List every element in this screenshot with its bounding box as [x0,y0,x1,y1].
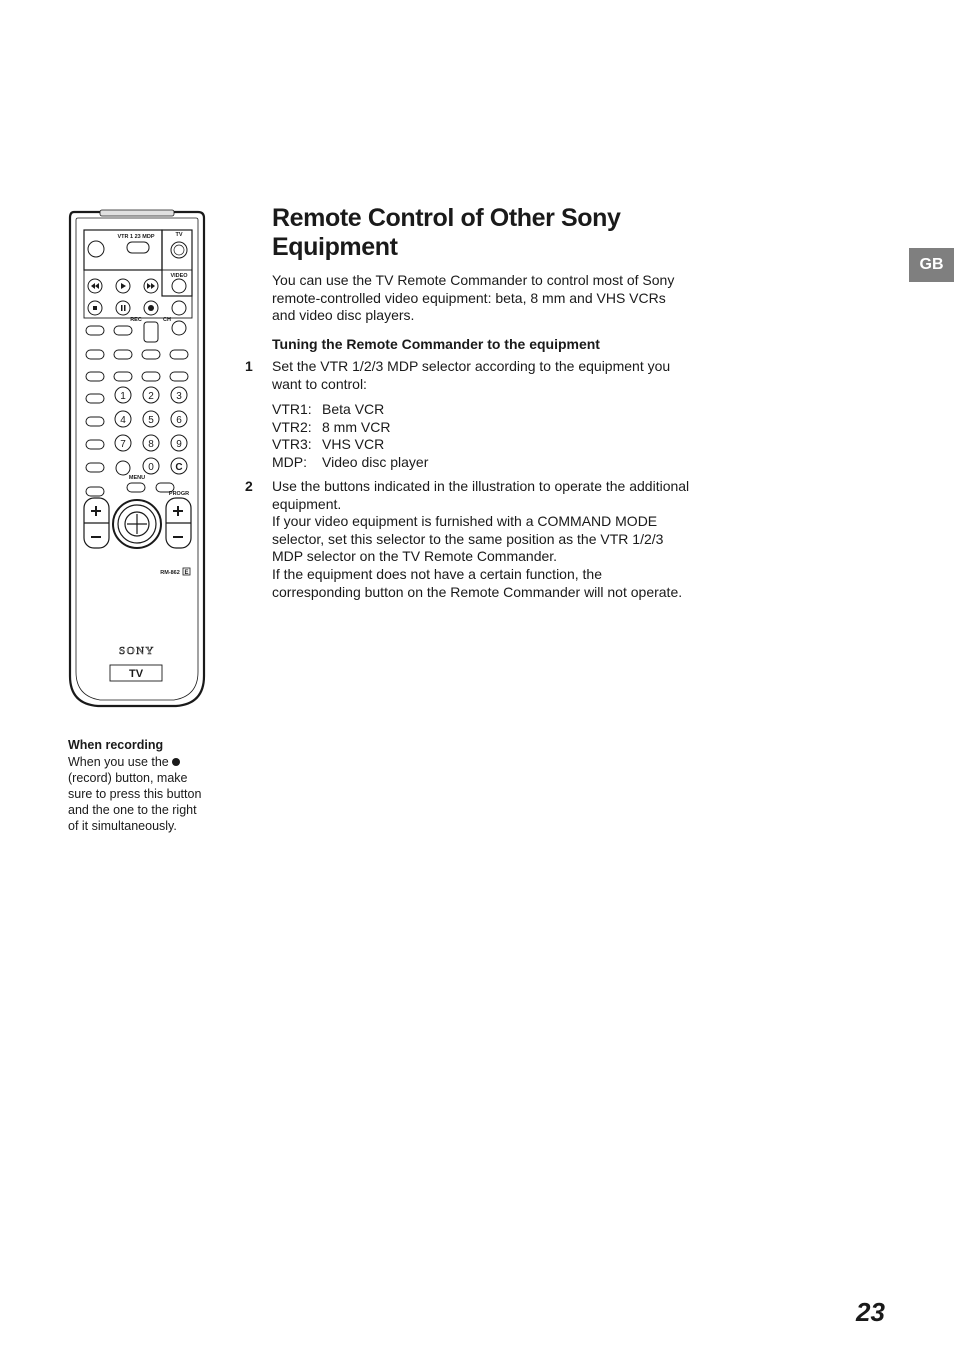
equipment-list [272,401,428,471]
selector-label: VTR 1 23 MDP [117,234,155,240]
step-2-para-1: Use the buttons indicated in the illustration to operate the additional equipment. [272,478,690,512]
equipment-name: 8 mm VCR [322,418,391,435]
title-line-1: Remote Control of Other Sony [272,204,621,232]
step-2-text [272,478,692,601]
sidebar-text-after: (record) button, make sure to press this button and the one to the right of it simultaneously. [68,771,202,833]
key-c: C [175,462,183,473]
tv-label: TV [175,232,183,238]
equipment-code: VTR3: [272,436,312,453]
step-2-para-2: If your video equipment is furnished with a COMMAND MODE selector, set this selector to the same position as the VTR 1/2/3 MDP selector on the TV Remote Commander. [272,513,664,565]
equipment-row [272,436,428,454]
video-label: VIDEO [170,273,188,279]
key-1: 1 [120,391,126,402]
key-5: 5 [148,415,154,426]
equipment-name: Beta VCR [322,401,385,417]
equipment-row [272,401,428,419]
equipment-row [272,419,428,437]
record-dot-icon [172,758,180,766]
key-6: 6 [176,415,182,426]
key-2: 2 [148,391,154,402]
language-tab-label: GB [919,256,944,273]
equipment-code: MDP: [272,453,307,470]
sidebar-title: When recording [68,738,164,752]
equipment-name: VHS VCR [322,436,385,453]
page-number: 23 [856,1297,885,1327]
section-heading: Tuning the Remote Commander to the equipment [272,336,600,352]
language-tab [909,248,954,282]
remote-bottom-label: TV [128,668,144,680]
key-4: 4 [120,415,126,426]
equipment-name: Video disc player [322,453,429,470]
menu-label: MENU [128,475,146,481]
step-2-number: 2 [245,478,253,494]
sony-logo: SONY [119,645,155,657]
equipment-code: VTR2: [272,418,312,435]
model-label: RM-862 [160,570,180,576]
key-0: 0 [148,462,154,473]
key-7: 7 [120,439,126,450]
equipment-row [272,454,428,472]
sidebar-text-before: When you use the [68,755,173,769]
page-title [272,204,692,262]
key-8: 8 [148,439,154,450]
step-1-text: Set the VTR 1/2/3 MDP selector according to the equipment you want to control: [272,358,671,392]
model-badge: E [184,570,189,576]
sidebar-text [68,754,208,834]
key-9: 9 [176,439,182,450]
equipment-code: VTR1: [272,401,312,417]
step-1-number: 1 [245,358,253,374]
progr-label: PROGR [168,491,190,497]
rec-label: REC [130,317,142,323]
remote-control-illustration [64,206,210,712]
step-2-para-3: If the equipment does not have a certain function, the corresponding button on the Remote Commander will not operate. [272,565,683,600]
title-line-2: Equipment [272,233,398,261]
ch-label: CH [163,317,171,323]
key-3: 3 [176,391,182,402]
intro-paragraph: You can use the TV Remote Commander to control most of Sony remote-controlled video equipment: beta, 8 mm and VHS VCRs and video disc players. [272,272,675,324]
